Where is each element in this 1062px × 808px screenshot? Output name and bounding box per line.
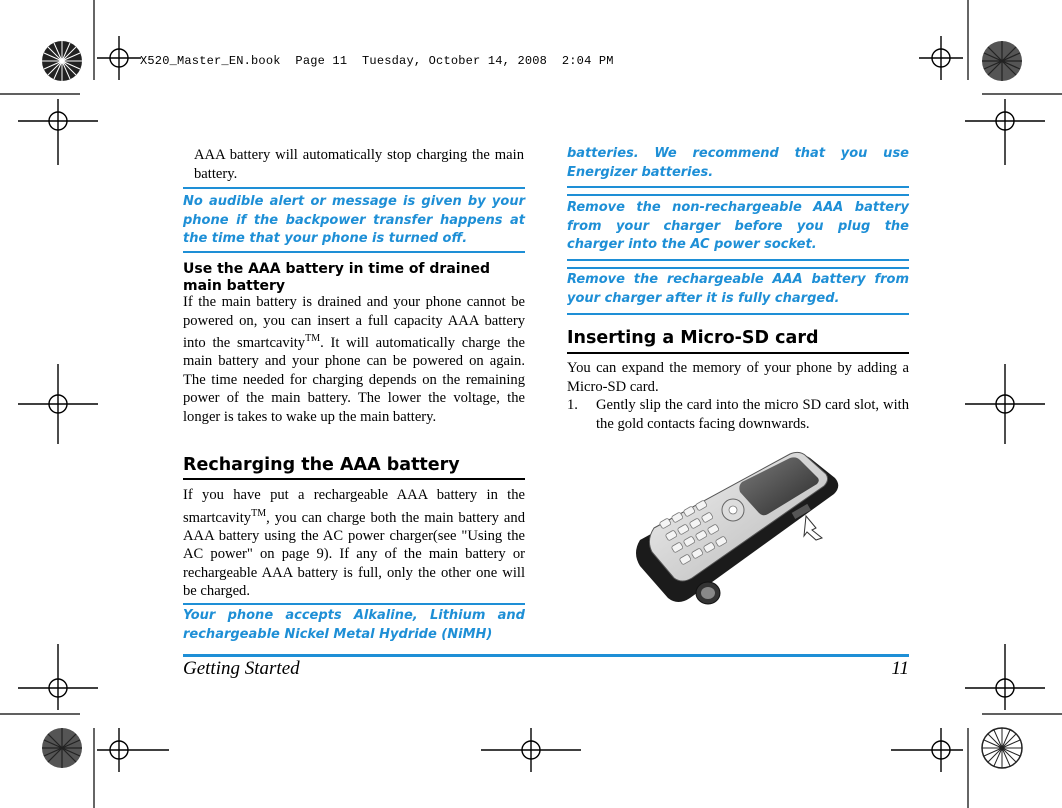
para2-end: , you can charge both the main battery and AAA battery using the AC power charger(see "Using the AC power" on page 9). If any of the main battery or rechargeable AAA battery is full, only the other one will be charged. [183, 509, 525, 600]
note-audible-alert: No audible alert or message is given by your phone if the backpower transfer happens at the time that your phone is turned off. [183, 194, 525, 247]
note-rule-top [183, 603, 525, 605]
para1-end: . It will automatically charge the main battery and your phone can be powered on again. The time needed for charging depends on the remaining power of the main battery. The lower the voltage, the longer is takes to wake up the main battery. [183, 334, 525, 425]
footer-section-title: Getting Started [183, 658, 300, 679]
note-rule-bottom [183, 251, 525, 253]
trademark: TM [305, 333, 321, 344]
note-rule-bottom [567, 186, 909, 188]
note-battery-types: Your phone accepts Alkaline, Lithium and rechargeable Nickel Metal Hydride (NiMH) [183, 608, 525, 642]
para1-start: If the main battery is drained and your phone cannot be powered on, you can insert a full capacity AAA battery into the smartcavity [183, 294, 525, 351]
step-text: Gently slip the card into the micro SD card slot, with the gold contacts facing downwards. [596, 397, 909, 432]
footer-page-number: 11 [891, 658, 909, 679]
heading-recharging: Recharging the AAA battery [183, 455, 460, 475]
footer-rule [183, 654, 909, 657]
note-rule-top [567, 267, 909, 269]
note-remove-non-rechargeable: Remove the non-rechargeable AAA battery from your charger before you plug the charger into the AC power socket. [567, 200, 909, 253]
trademark: TM [251, 507, 267, 519]
heading-micro-sd: Inserting a Micro-SD card [567, 328, 819, 348]
phone-illustration [630, 448, 860, 618]
paragraph-recharging [183, 486, 525, 601]
heading-rule [567, 352, 909, 354]
header-slug: X520_Master_EN.book Page 11 Tuesday, October 14, 2008 2:04 PM [140, 54, 614, 68]
step-1 [567, 396, 909, 433]
paragraph-micro-sd: You can expand the memory of your phone by adding a Micro-SD card. [567, 360, 909, 395]
note-rule-top [567, 194, 909, 196]
note-rule-top [183, 187, 525, 189]
note-remove-rechargeable: Remove the rechargeable AAA battery from your charger after it is fully charged. [567, 272, 909, 306]
note-rule-bottom [567, 313, 909, 315]
subheading-aaa-drained: Use the AAA battery in time of drained main battery [183, 261, 491, 294]
continuation-text: AAA battery will automatically stop charging the main battery. [194, 147, 524, 182]
note-rule-bottom [567, 259, 909, 261]
paragraph-drained-battery [183, 293, 525, 426]
para2-start: If you have put a rechargeable AAA battery in the smartcavity [183, 487, 525, 526]
heading-rule [183, 478, 525, 480]
insert-arrow-icon [804, 516, 822, 540]
note-battery-types-cont: batteries. We recommend that you use Energizer batteries. [567, 146, 909, 180]
step-number: 1. [567, 397, 578, 413]
